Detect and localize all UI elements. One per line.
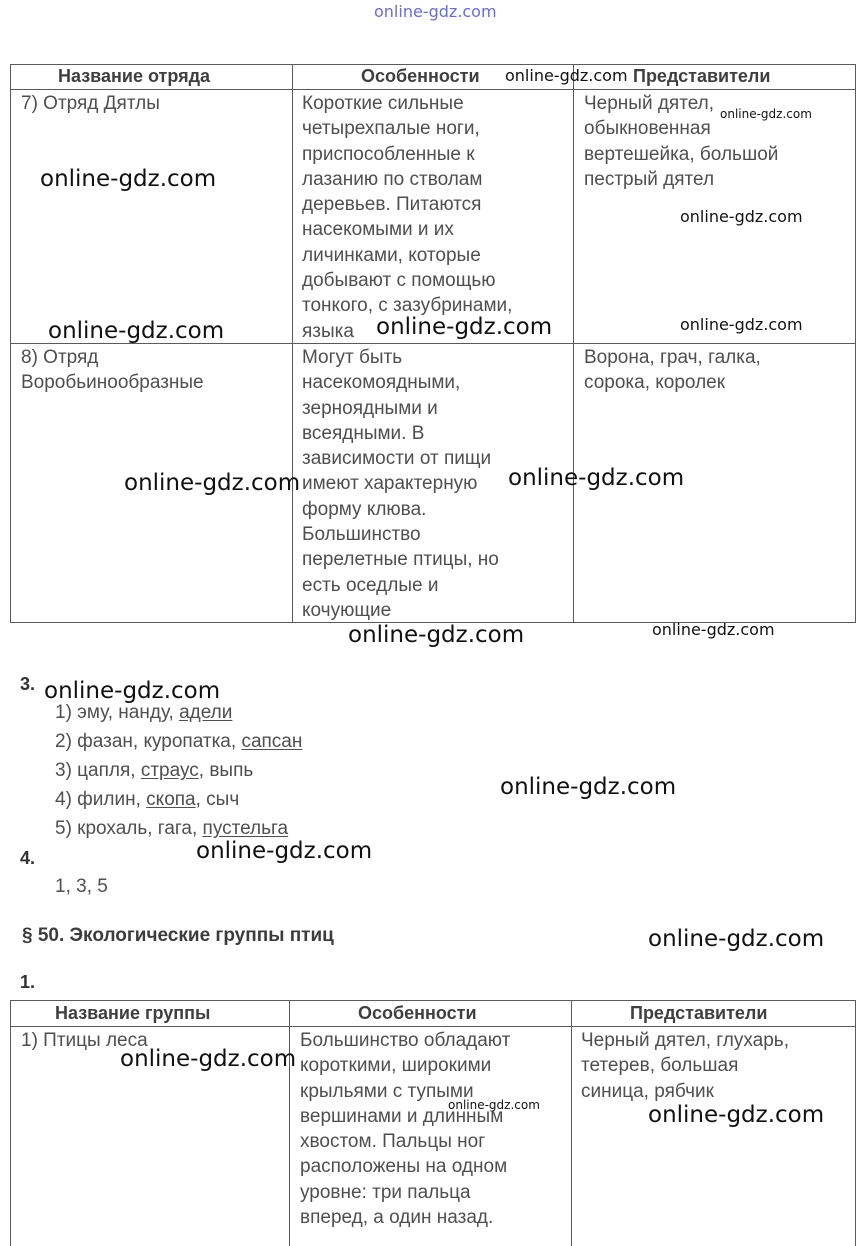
task3-item-3-text: 3) цапля,	[55, 760, 141, 781]
watermark: online-gdz.com	[40, 166, 217, 192]
watermark: online-gdz.com	[508, 465, 685, 491]
task3-item-1-answer: адели	[179, 702, 233, 723]
task3-item-3-suffix: , выпь	[198, 760, 254, 781]
table2-header-name: Название группы	[55, 1003, 211, 1023]
watermark: online-gdz.com	[120, 1046, 297, 1072]
watermark: online-gdz.com	[376, 314, 553, 340]
watermark: online-gdz.com	[48, 318, 225, 344]
task3-item-4-suffix: , сыч	[195, 789, 240, 810]
table1-border-top	[10, 64, 856, 65]
table1-header-features: Особенности	[361, 66, 480, 86]
table2-border-left	[10, 1000, 11, 1246]
table2-header-divider	[10, 1026, 856, 1027]
task3-item-1-text: 1) эму, нанду,	[55, 702, 180, 723]
watermark: online-gdz.com	[505, 66, 628, 85]
table1-border-right	[855, 64, 856, 623]
task1-number: 1.	[20, 972, 36, 992]
watermark: online-gdz.com	[648, 926, 825, 952]
watermark: online-gdz.com	[500, 774, 677, 800]
table1-row2-name: 8) Отряд Воробьинообразные	[21, 347, 204, 394]
watermark: online-gdz.com	[448, 1098, 540, 1112]
section-title: § 50. Экологические группы птиц	[22, 925, 334, 946]
watermark: online-gdz.com	[648, 1102, 825, 1128]
task3-item-2-answer: сапсан	[241, 731, 303, 752]
table2-row1-name: 1) Птицы леса	[21, 1030, 148, 1051]
table1-header-members: Представители	[633, 66, 771, 86]
task3-item-2	[55, 731, 302, 753]
task3-item-3-answer: страус	[140, 760, 199, 781]
task3-item-4-answer: скопа	[146, 789, 196, 810]
table2-border-top	[10, 1000, 856, 1001]
task3-number: 3.	[20, 674, 36, 694]
task4-number: 4.	[20, 848, 36, 868]
table1-row1-name: 7) Отряд Дятлы	[21, 93, 160, 114]
table2-col-divider-1	[289, 1000, 290, 1246]
task3-item-4-text: 4) филин,	[55, 789, 147, 810]
watermark: online-gdz.com	[196, 838, 373, 864]
table1-row1-features: Короткие сильные четырехпалые ноги, приспособленные к лазанию по стволам деревьев. Питаются насекомыми и их личинками, которые добывают с помощью тонкого, с зазубринами, языка	[302, 93, 513, 342]
table1-col-divider-2	[573, 64, 574, 623]
table1-row1-members: Черный дятел, обыкновенная вертешейка, большой пестрый дятел	[584, 93, 779, 190]
table2-border-right	[855, 1000, 856, 1246]
task3-item-5-text: 5) крохаль, гага,	[55, 818, 203, 839]
task3-item-4	[55, 789, 239, 811]
table2-header-members: Представители	[630, 1003, 768, 1023]
table2-header-features: Особенности	[358, 1003, 477, 1023]
table1-header-divider	[10, 89, 856, 90]
table2-row1-members: Черный дятел, глухарь, тетерев, большая синица, рябчик	[581, 1030, 789, 1102]
table2-row1-features: Большинство обладают короткими, широкими крыльями с тупыми вершинами и длинным хвостом. Пальцы ног расположены на одном уровне: три пальца вперед, а один назад.	[300, 1030, 511, 1229]
watermark: online-gdz.com	[124, 470, 301, 496]
task3-item-2-text: 2) фазан, куропатка,	[55, 731, 242, 752]
task3-item-5-answer: пустельга	[202, 818, 289, 839]
task3-item-5	[55, 818, 288, 840]
table1-header-name: Название отряда	[58, 66, 211, 86]
table1-row2-members: Ворона, грач, галка, сорока, королек	[584, 347, 761, 394]
table2-col-divider-2	[571, 1000, 572, 1246]
table1-col-divider-1	[292, 64, 293, 623]
watermark: online-gdz.com	[680, 315, 803, 334]
table1-row2-features: Могут быть насекомоядными, зерноядными и всеядными. В зависимости от пищи имеют характерную форму клюва. Большинство перелетные птицы, но есть оседлые и кочующие	[302, 347, 499, 621]
watermark: online-gdz.com	[44, 678, 221, 704]
watermark: online-gdz.com	[720, 107, 812, 121]
watermark: online-gdz.com	[680, 207, 803, 226]
table1-border-left	[10, 64, 11, 623]
watermark: online-gdz.com	[348, 622, 525, 648]
top-watermark: online-gdz.com	[374, 2, 497, 21]
task3-item-3	[55, 760, 253, 782]
task3-item-1	[55, 702, 232, 724]
watermark: online-gdz.com	[652, 620, 775, 639]
task4-answer: 1, 3, 5	[55, 876, 108, 897]
